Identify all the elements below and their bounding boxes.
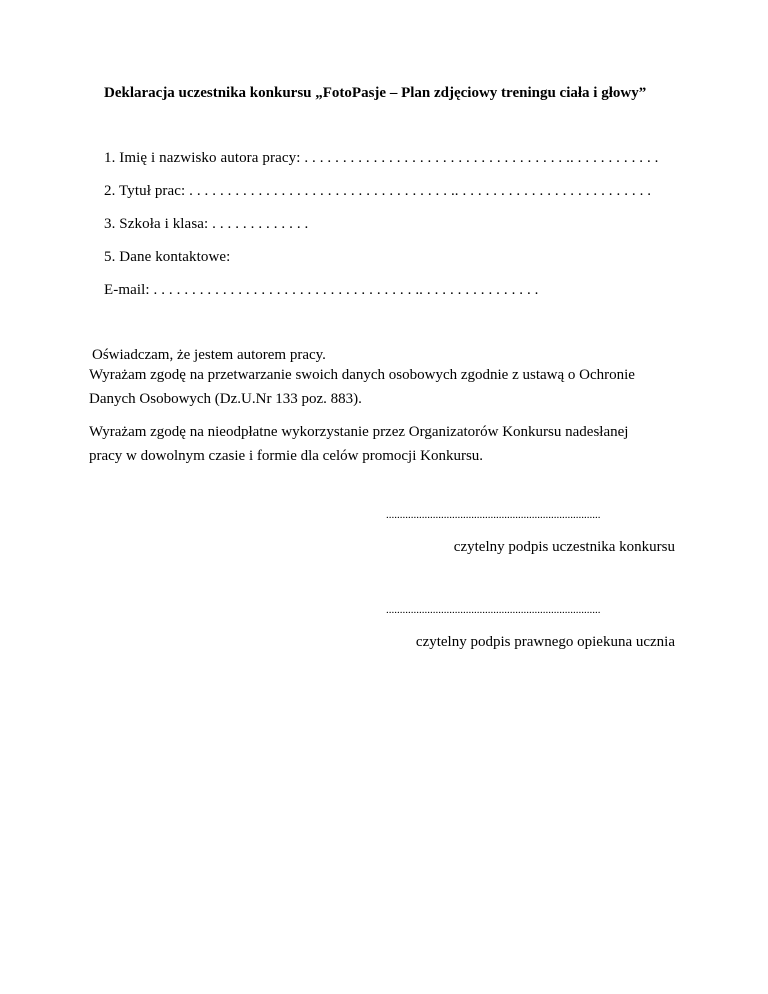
participant-signature-label: czytelny podpis uczestnika konkursu (453, 539, 675, 555)
name-field: 1. Imię i nazwisko autora pracy: . . . . . . . . . . . . . . . . . . . . . . . . . . . . . . . . . . .. . . . . . . . . . . . (104, 150, 659, 166)
participant-signature-line: .............................................................................. (386, 509, 601, 521)
document-title: Deklaracja uczestnika konkursu „FotoPasje – Plan zdjęciowy treningu ciała i głowy” (104, 85, 647, 101)
school-class-field: 3. Szkoła i klasa: . . . . . . . . . . . . . (104, 216, 309, 232)
guardian-signature-label: czytelny podpis prawnego opiekuna ucznia (415, 634, 675, 650)
data-consent-line-2: Danych Osobowych (Dz.U.Nr 133 poz. 883). (89, 391, 362, 407)
data-consent-line-1: Wyrażam zgodę na przetwarzanie swoich danych osobowych zgodnie z ustawą o Ochronie (89, 367, 635, 383)
guardian-signature-line: .............................................................................. (386, 604, 601, 616)
usage-consent-line-2: pracy w dowolnym czasie i formie dla celów promocji Konkursu. (89, 448, 484, 464)
author-statement: Oświadczam, że jestem autorem pracy. (92, 347, 326, 363)
email-field: E-mail: . . . . . . . . . . . . . . . . . . . . . . . . . . . . . . . . . . .. . . . . . . . . . . . . . . . (104, 282, 539, 298)
usage-consent-line-1: Wyrażam zgodę na nieodpłatne wykorzystanie przez Organizatorów Konkursu nadesłanej (89, 424, 629, 440)
work-title-field: 2. Tytuł prac: . . . . . . . . . . . . . . . . . . . . . . . . . . . . . . . . . . .. . . . . . . . . . . . . . . . . . . . . . . . . . (104, 183, 652, 199)
contact-heading: 5. Dane kontaktowe: (104, 249, 231, 265)
